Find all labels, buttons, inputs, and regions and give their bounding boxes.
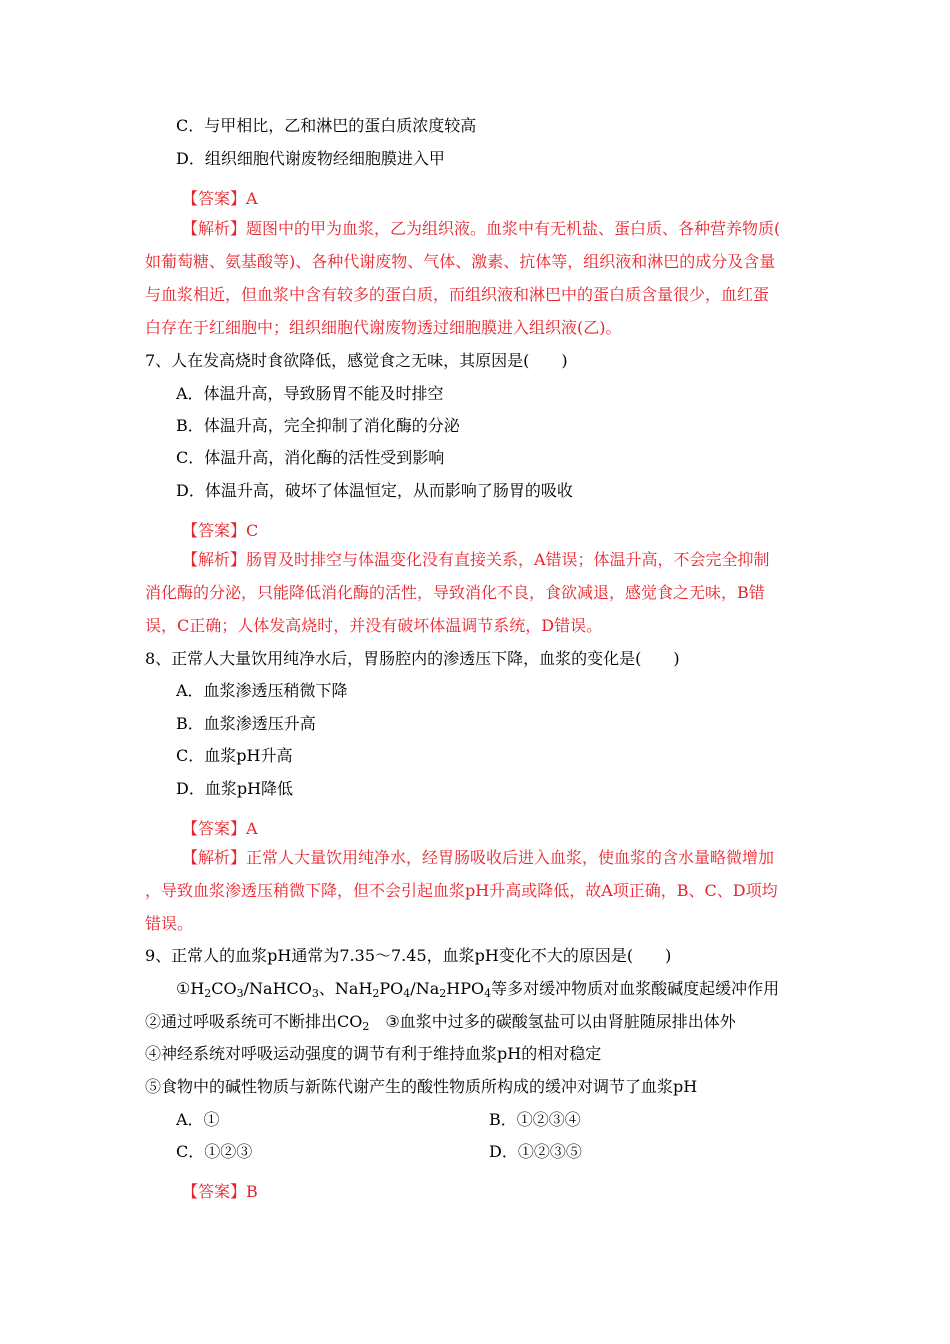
option-c: C．与甲相比，乙和淋巴的蛋白质浓度较高 (176, 116, 477, 135)
q8-option-b: B．血浆渗透压升高 (176, 714, 316, 733)
q7-option-a: A．体温升高，导致肠胃不能及时排空 (176, 384, 444, 403)
option-d: D．组织细胞代谢废物经细胞膜进入甲 (176, 149, 445, 168)
explanation-line: 【解析】题图中的甲为血浆，乙为组织液。血浆中有无机盐、蛋白质、各种营养物质( (182, 219, 781, 238)
q8-option-c: C．血浆pH升高 (176, 746, 293, 765)
q7-option-c: C．体温升高，消化酶的活性受到影响 (176, 448, 445, 467)
q7-option-d: D．体温升高，破坏了体温恒定，从而影响了肠胃的吸收 (176, 481, 573, 500)
q7-answer: 【答案】C (182, 521, 259, 540)
q7-option-b: B．体温升高，完全抑制了消化酶的分泌 (176, 416, 460, 435)
q9-statement-4: ④神经系统对呼吸运动强度的调节有利于维持血浆pH的相对稳定 (145, 1044, 602, 1063)
explanation-line: 与血浆相近，但血浆中含有较多的蛋白质，而组织液和淋巴中的蛋白质含量很少，血红蛋 (145, 285, 770, 304)
answer: 【答案】A (182, 189, 258, 208)
q9-option-b: B．①②③④ (489, 1110, 581, 1129)
question-9-stem: 9、正常人的血浆pH通常为7.35～7.45，血浆pH变化不大的原因是( ) (145, 946, 672, 965)
q7-explanation-line: 消化酶的分泌，只能降低消化酶的活性，导致消化不良，食欲减退，感觉食之无味，B错 (145, 583, 765, 602)
q7-explanation-line: 【解析】肠胃及时排空与体温变化没有直接关系，A错误；体温升高，不会完全抑制 (182, 550, 770, 569)
q8-answer: 【答案】A (182, 819, 258, 838)
q7-explanation-line: 误，C正确；人体发高烧时，并没有破坏体温调节系统，D错误。 (145, 616, 603, 635)
q8-option-a: A．血浆渗透压稍微下降 (176, 681, 348, 700)
q9-answer: 【答案】B (182, 1182, 258, 1201)
q8-explanation-line: 【解析】正常人大量饮用纯净水，经胃肠吸收后进入血浆，使血浆的含水量略微增加 (182, 848, 775, 867)
q8-explanation-line: 错误。 (145, 914, 194, 933)
q8-explanation-line: ，导致血浆渗透压稍微下降，但不会引起血浆pH升高或降低，故A项正确，B、C、D项均 (145, 881, 778, 900)
q9-option-c: C．①②③ (176, 1142, 253, 1161)
explanation-line: 如葡萄糖、氨基酸等)、各种代谢废物、气体、激素、抗体等，组织液和淋巴的成分及含量 (145, 252, 776, 271)
q8-option-d: D．血浆pH降低 (176, 779, 294, 798)
q9-option-d: D．①②③⑤ (489, 1142, 582, 1161)
q9-statement-2-3: ②通过呼吸系统可不断排出$CO_2$ ③血浆中过多的碳酸氢盐可以由肾脏随尿排出体外 (145, 1012, 736, 1033)
question-8-stem: 8、正常人大量饮用纯净水后，胃肠腔内的渗透压下降，血浆的变化是( ) (145, 649, 680, 668)
explanation-line: 白存在于红细胞中；组织细胞代谢废物透过细胞膜进入组织液(乙)。 (145, 318, 622, 337)
q9-option-a: A．① (176, 1110, 220, 1129)
q9-statement-5: ⑤食物中的碱性物质与新陈代谢产生的酸性物质所构成的缓冲对调节了血浆pH (145, 1077, 698, 1096)
q9-statement-1: $①H_2CO_3/NaHCO_3$、$NaH_2PO_4/Na_2HPO_4$等多对缓冲物质对血浆酸碱度起缓冲作用 (176, 979, 780, 1000)
question-7-stem: 7、人在发高烧时食欲降低，感觉食之无味，其原因是( ) (145, 351, 568, 370)
